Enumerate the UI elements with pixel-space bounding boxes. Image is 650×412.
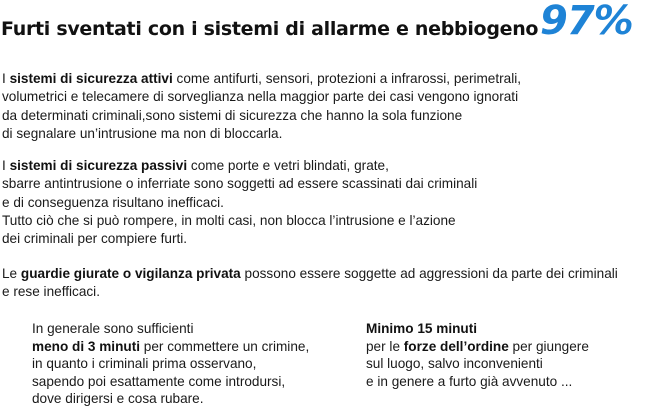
emphasis-15-minutes: Minimo 15 minuti [366,321,478,336]
emphasis-active-systems: sistemi di sicurezza attivi [9,71,173,86]
header [1,0,649,48]
paragraph-passive-systems [2,157,477,248]
text-line: in quanto i criminali prima osservano, [32,356,257,372]
text-line: In generale sono sufficienti [32,321,194,336]
text-line [2,157,477,175]
text-line: sapendo poi esattamente come introdursi, [32,373,286,389]
text-line [2,265,618,283]
text-run: I [2,158,10,173]
text-run: possono essere soggette ad aggressioni da parte dei criminali [240,266,618,281]
text-line [366,320,589,338]
paragraph-guards [2,265,618,302]
page-title: Furti sventati con i sistemi di allarme e nebbiogeno [1,18,539,40]
text-line: sbarre antintrusione o inferriate sono soggetti ad essere scassinati dai criminali [2,176,478,192]
text-line: da determinati criminali,sono sistemi di sicurezza che hanno la sola funzione [2,107,463,123]
text-line: volumetrici e telecamere di sorveglianza nella maggior parte dei casi vengono ignorati [2,89,519,105]
paragraph-active-systems [2,70,521,143]
text-line [366,338,589,356]
text-line: e di conseguenza risultano inefficaci. [2,194,224,210]
text-line: sul luogo, salvo inconvenienti [366,356,543,372]
text-line: dei criminali per compiere furti. [2,231,188,247]
text-line: Tutto ciò che si può rompere, in molti casi, non blocca l’intrusione e l’azione [2,212,456,228]
text-run: Le [2,266,21,281]
text-line: dove dirigersi e cosa rubare. [32,391,204,407]
text-line: e in genere a furto già avvenuto ... [366,373,573,389]
emphasis-3-minutes: meno di 3 minuti [32,338,140,354]
emphasis-police: forze dell’ordine [403,338,509,354]
emphasis-passive-systems: sistemi di sicurezza passivi [9,158,188,173]
percent-highlight: 97% [540,0,633,44]
text-run: I [2,71,10,86]
text-line: e rese inefficaci. [2,284,100,300]
column-crime-time [32,320,309,408]
column-police-time [366,320,589,390]
text-run: come porte e vetri blindati, grate, [187,158,389,173]
text-run: come antifurti, sensori, protezioni a infrarossi, perimetrali, [172,71,522,86]
text-run: per giungere [508,338,589,354]
text-run: per le [366,338,404,354]
text-line [2,70,521,88]
text-line: di segnalare un’intrusione ma non di bloccarla. [2,125,283,141]
text-line [32,338,309,356]
text-run: per commettere un crimine, [140,338,310,354]
emphasis-guards: guardie giurate o vigilanza privata [20,266,241,281]
